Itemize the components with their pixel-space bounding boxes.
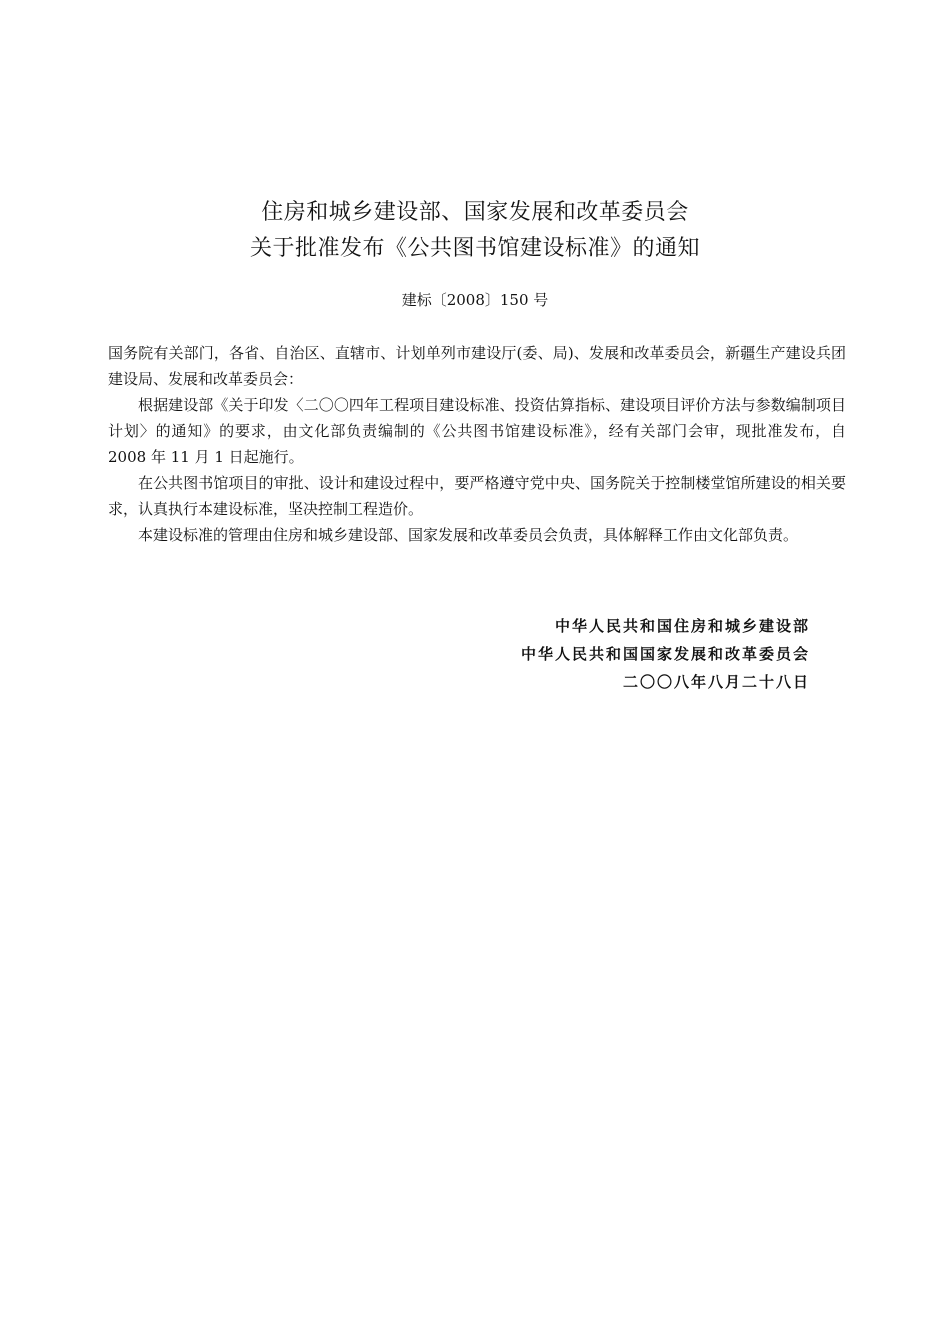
body-paragraph-1: 根据建设部《关于印发〈二〇〇四年工程项目建设标准、投资估算指标、建设项目评价方法与参数编制项目计划〉的通知》的要求，由文化部负责编制的《公共图书馆建设标准》，经有关部门会审，现批准发布，自 2008 年 11 月 1 日起施行。 bbox=[108, 396, 846, 466]
notice-title bbox=[0, 195, 950, 267]
addressee-paragraph: 国务院有关部门，各省、自治区、直辖市、计划单列市建设厅(委、局)、发展和改革委员会，新疆生产建设兵团建设局、发展和改革委员会： bbox=[108, 344, 846, 388]
body-paragraph-3: 本建设标准的管理由住房和城乡建设部、国家发展和改革委员会负责，具体解释工作由文化部负责。 bbox=[138, 526, 799, 544]
issuer-ministry-housing: 中华人民共和国住房和城乡建设部 bbox=[554, 617, 810, 635]
title-line-1: 住房和城乡建设部、国家发展和改革委员会 bbox=[261, 200, 689, 225]
issue-date: 二〇〇八年八月二十八日 bbox=[622, 673, 810, 691]
signature-block bbox=[521, 612, 810, 696]
title-line-2: 关于批准发布《公共图书馆建设标准》的通知 bbox=[249, 236, 700, 261]
document-number: 建标〔2008〕150 号 bbox=[401, 291, 549, 309]
issuer-ndrc: 中华人民共和国国家发展和改革委员会 bbox=[520, 645, 810, 663]
notice-body bbox=[108, 340, 846, 548]
body-paragraph-2: 在公共图书馆项目的审批、设计和建设过程中，要严格遵守党中央、国务院关于控制楼堂馆所建设的相关要求，认真执行本建设标准，坚决控制工程造价。 bbox=[108, 474, 846, 518]
